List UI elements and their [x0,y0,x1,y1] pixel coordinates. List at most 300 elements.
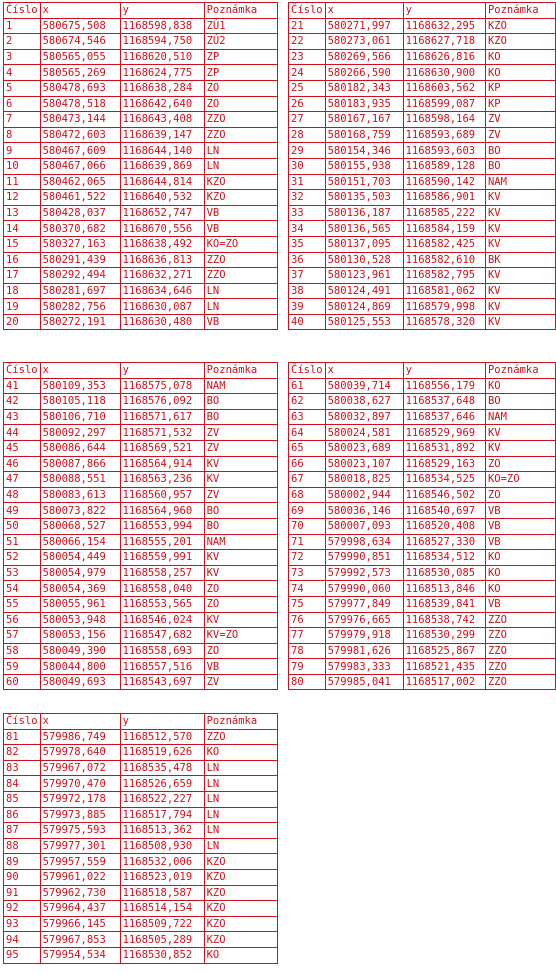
header-poznamka: Poznámka [204,714,277,730]
note-cell: BO [204,518,277,534]
point-number-cell: 87 [4,823,41,839]
y-coordinate-cell: 1168530,852 [120,947,204,963]
y-coordinate-cell: 1168632,271 [120,268,204,284]
table-row [289,314,556,330]
x-coordinate-cell: 580105,118 [40,394,120,410]
point-number-cell: 24 [289,65,326,81]
table-row [289,425,556,441]
x-coordinate-cell: 580478,693 [40,80,120,96]
point-number-cell: 57 [4,628,41,644]
header-cislo: Číslo [4,363,41,379]
y-coordinate-cell: 1168514,154 [120,901,204,917]
y-coordinate-cell: 1168553,994 [120,518,204,534]
note-cell: LN [204,807,277,823]
note-cell: KV [485,190,555,206]
note-cell: KZO [204,916,277,932]
table-row [4,807,278,823]
x-coordinate-cell: 580428,037 [40,205,120,221]
y-coordinate-cell: 1168512,570 [120,729,204,745]
note-cell: LN [204,823,277,839]
point-number-cell: 95 [4,947,41,963]
note-cell: VB [204,221,277,237]
y-coordinate-cell: 1168558,693 [120,643,204,659]
note-cell: ZP [204,65,277,81]
note-cell: ZV [204,487,277,503]
note-cell: KV=ZO [204,628,277,644]
note-cell: KO=ZO [485,472,555,488]
y-coordinate-cell: 1168559,991 [120,550,204,566]
header-poznamka: Poznámka [485,363,555,379]
note-cell: NAM [485,174,555,190]
table-row [4,96,278,112]
x-coordinate-cell: 579961,022 [40,869,120,885]
x-coordinate-cell: 580123,961 [325,268,403,284]
x-coordinate-cell: 580106,710 [40,409,120,425]
point-number-cell: 47 [4,472,41,488]
point-number-cell: 44 [4,425,41,441]
y-coordinate-cell: 1168527,330 [403,534,485,550]
table-row [289,456,556,472]
note-cell: VB [204,314,277,330]
point-number-cell: 18 [4,283,41,299]
point-number-cell: 63 [289,409,326,425]
header-x: x [40,714,120,730]
x-coordinate-cell: 580083,613 [40,487,120,503]
note-cell: BK [485,252,555,268]
y-coordinate-cell: 1168624,775 [120,65,204,81]
point-number-cell: 20 [4,314,41,330]
point-number-cell: 49 [4,503,41,519]
point-number-cell: 69 [289,503,326,519]
y-coordinate-cell: 1168540,697 [403,503,485,519]
table-row [4,409,278,425]
point-number-cell: 36 [289,252,326,268]
table-row [289,378,556,394]
x-coordinate-cell: 579985,041 [325,674,403,690]
x-coordinate-cell: 580151,703 [325,174,403,190]
table-row [289,581,556,597]
point-number-cell: 91 [4,885,41,901]
x-coordinate-cell: 580292,494 [40,268,120,284]
y-coordinate-cell: 1168594,750 [120,34,204,50]
point-number-cell: 39 [289,299,326,315]
point-number-cell: 78 [289,643,326,659]
note-cell: ZP [204,49,277,65]
table-row [289,596,556,612]
x-coordinate-cell: 580068,527 [40,518,120,534]
y-coordinate-cell: 1168599,087 [403,96,485,112]
note-cell: LN [204,143,277,159]
header-y: y [120,714,204,730]
x-coordinate-cell: 579975,593 [40,823,120,839]
y-coordinate-cell: 1168638,284 [120,80,204,96]
y-coordinate-cell: 1168518,587 [120,885,204,901]
x-coordinate-cell: 580461,522 [40,190,120,206]
x-coordinate-cell: 580054,979 [40,565,120,581]
note-cell: ZZO [204,112,277,128]
x-coordinate-cell: 580674,546 [40,34,120,50]
note-cell: VB [485,518,555,534]
note-cell: KO [204,947,277,963]
x-coordinate-cell: 580039,714 [325,378,403,394]
header-y: y [403,3,485,19]
x-coordinate-cell: 580565,269 [40,65,120,81]
y-coordinate-cell: 1168557,516 [120,659,204,675]
x-coordinate-cell: 579986,749 [40,729,120,745]
y-coordinate-cell: 1168537,648 [403,394,485,410]
table-row [4,643,278,659]
point-number-cell: 52 [4,550,41,566]
table-row [4,268,278,284]
x-coordinate-cell: 580087,866 [40,456,120,472]
y-coordinate-cell: 1168513,362 [120,823,204,839]
table-row [4,581,278,597]
header-poznamka: Poznámka [485,3,555,19]
note-cell: ZV [485,112,555,128]
point-number-cell: 9 [4,143,41,159]
y-coordinate-cell: 1168620,510 [120,49,204,65]
note-cell: ZZO [204,729,277,745]
point-number-cell: 28 [289,127,326,143]
x-coordinate-cell: 580473,144 [40,112,120,128]
point-number-cell: 66 [289,456,326,472]
note-cell: KP [485,80,555,96]
table-row [289,158,556,174]
y-coordinate-cell: 1168521,435 [403,659,485,675]
table-row [289,80,556,96]
note-cell: KZO [485,18,555,34]
table-row [289,472,556,488]
x-coordinate-cell: 580066,154 [40,534,120,550]
x-coordinate-cell: 580155,938 [325,158,403,174]
table-row [289,18,556,34]
y-coordinate-cell: 1168505,289 [120,932,204,948]
table-row [4,869,278,885]
header-x: x [325,363,403,379]
y-coordinate-cell: 1168531,892 [403,440,485,456]
table-row [4,534,278,550]
header-poznamka: Poznámka [204,363,277,379]
table-row [4,659,278,675]
point-number-cell: 75 [289,596,326,612]
table-row [289,283,556,299]
header-row [4,714,278,730]
y-coordinate-cell: 1168571,617 [120,409,204,425]
x-coordinate-cell: 580462,065 [40,174,120,190]
y-coordinate-cell: 1168630,087 [120,299,204,315]
y-coordinate-cell: 1168530,299 [403,628,485,644]
table-row [4,205,278,221]
point-number-cell: 26 [289,96,326,112]
x-coordinate-cell: 580136,187 [325,205,403,221]
header-y: y [120,363,204,379]
x-coordinate-cell: 579976,665 [325,612,403,628]
y-coordinate-cell: 1168582,610 [403,252,485,268]
point-number-cell: 5 [4,80,41,96]
y-coordinate-cell: 1168520,408 [403,518,485,534]
note-cell: KZO [204,174,277,190]
point-number-cell: 10 [4,158,41,174]
x-coordinate-cell: 579979,918 [325,628,403,644]
y-coordinate-cell: 1168539,841 [403,596,485,612]
table-row [289,518,556,534]
point-number-cell: 68 [289,487,326,503]
x-coordinate-cell: 580273,061 [325,34,403,50]
point-number-cell: 94 [4,932,41,948]
table-row [4,854,278,870]
y-coordinate-cell: 1168579,998 [403,299,485,315]
table-row [289,65,556,81]
table-row [4,314,278,330]
point-number-cell: 77 [289,628,326,644]
y-coordinate-cell: 1168529,969 [403,425,485,441]
table-row [4,565,278,581]
note-cell: VB [485,503,555,519]
point-number-cell: 23 [289,49,326,65]
table-row [4,112,278,128]
table-row [289,550,556,566]
table-row [4,49,278,65]
point-number-cell: 73 [289,565,326,581]
y-coordinate-cell: 1168598,838 [120,18,204,34]
x-coordinate-cell: 579992,573 [325,565,403,581]
x-coordinate-cell: 580049,693 [40,674,120,690]
y-coordinate-cell: 1168644,814 [120,174,204,190]
note-cell: KV [485,236,555,252]
note-cell: LN [204,158,277,174]
table-row [289,205,556,221]
y-coordinate-cell: 1168529,163 [403,456,485,472]
table-row [4,823,278,839]
table-row [4,760,278,776]
note-cell: VB [204,205,277,221]
y-coordinate-cell: 1168564,960 [120,503,204,519]
note-cell: ZV [204,425,277,441]
table-row [289,503,556,519]
table-row [4,283,278,299]
x-coordinate-cell: 580467,609 [40,143,120,159]
y-coordinate-cell: 1168569,521 [120,440,204,456]
x-coordinate-cell: 580055,961 [40,596,120,612]
table-row [4,190,278,206]
table-row [289,394,556,410]
note-cell: KZO [204,901,277,917]
table-row [4,127,278,143]
x-coordinate-cell: 580565,055 [40,49,120,65]
y-coordinate-cell: 1168522,227 [120,791,204,807]
note-cell: ZÚ2 [204,34,277,50]
x-coordinate-cell: 579990,851 [325,550,403,566]
y-coordinate-cell: 1168575,078 [120,378,204,394]
note-cell: VB [204,659,277,675]
point-number-cell: 58 [4,643,41,659]
point-number-cell: 19 [4,299,41,315]
note-cell: ZÚ1 [204,18,277,34]
x-coordinate-cell: 580281,697 [40,283,120,299]
point-number-cell: 54 [4,581,41,597]
table-row [4,901,278,917]
x-coordinate-cell: 580073,822 [40,503,120,519]
table-row [289,534,556,550]
point-number-cell: 3 [4,49,41,65]
table-row [289,143,556,159]
note-cell: ZZO [485,674,555,690]
x-coordinate-cell: 580136,565 [325,221,403,237]
x-coordinate-cell: 580266,590 [325,65,403,81]
point-number-cell: 76 [289,612,326,628]
y-coordinate-cell: 1168581,062 [403,283,485,299]
x-coordinate-cell: 580032,897 [325,409,403,425]
point-number-cell: 35 [289,236,326,252]
table-row [4,791,278,807]
y-coordinate-cell: 1168546,024 [120,612,204,628]
point-number-cell: 45 [4,440,41,456]
y-coordinate-cell: 1168523,019 [120,869,204,885]
y-coordinate-cell: 1168543,697 [120,674,204,690]
point-number-cell: 90 [4,869,41,885]
note-cell: KZO [204,854,277,870]
header-x: x [325,3,403,19]
x-coordinate-cell: 579983,333 [325,659,403,675]
note-cell: KZO [485,34,555,50]
note-cell: KV [485,283,555,299]
point-number-cell: 62 [289,394,326,410]
x-coordinate-cell: 579964,437 [40,901,120,917]
y-coordinate-cell: 1168555,201 [120,534,204,550]
point-number-cell: 64 [289,425,326,441]
y-coordinate-cell: 1168525,867 [403,643,485,659]
point-number-cell: 88 [4,838,41,854]
point-number-cell: 42 [4,394,41,410]
point-number-cell: 80 [289,674,326,690]
y-coordinate-cell: 1168571,532 [120,425,204,441]
point-number-cell: 65 [289,440,326,456]
x-coordinate-cell: 579967,072 [40,760,120,776]
y-coordinate-cell: 1168630,900 [403,65,485,81]
table-row [289,612,556,628]
table-row [289,112,556,128]
point-number-cell: 25 [289,80,326,96]
header-cislo: Číslo [289,3,326,19]
table-row [289,236,556,252]
note-cell: LN [204,776,277,792]
x-coordinate-cell: 580472,603 [40,127,120,143]
note-cell: KO [485,65,555,81]
point-number-cell: 27 [289,112,326,128]
note-cell: NAM [204,534,277,550]
point-number-cell: 55 [4,596,41,612]
table-row [4,503,278,519]
point-number-cell: 46 [4,456,41,472]
y-coordinate-cell: 1168534,512 [403,550,485,566]
point-number-cell: 33 [289,205,326,221]
note-cell: ZV [485,127,555,143]
y-coordinate-cell: 1168556,179 [403,378,485,394]
y-coordinate-cell: 1168532,006 [120,854,204,870]
table-row [4,158,278,174]
y-coordinate-cell: 1168564,914 [120,456,204,472]
y-coordinate-cell: 1168537,646 [403,409,485,425]
table-row [4,674,278,690]
table-row [4,612,278,628]
point-number-cell: 71 [289,534,326,550]
header-row [4,363,278,379]
point-number-cell: 82 [4,745,41,761]
y-coordinate-cell: 1168553,565 [120,596,204,612]
point-number-cell: 12 [4,190,41,206]
x-coordinate-cell: 580130,528 [325,252,403,268]
note-cell: VB [485,534,555,550]
y-coordinate-cell: 1168519,626 [120,745,204,761]
table-row [4,487,278,503]
x-coordinate-cell: 580182,343 [325,80,403,96]
y-coordinate-cell: 1168652,747 [120,205,204,221]
point-number-cell: 56 [4,612,41,628]
y-coordinate-cell: 1168526,659 [120,776,204,792]
point-number-cell: 41 [4,378,41,394]
point-number-cell: 67 [289,472,326,488]
table-row [4,550,278,566]
table-row [289,674,556,690]
note-cell: KO [485,378,555,394]
note-cell: KV [485,425,555,441]
table-row [289,565,556,581]
point-number-cell: 89 [4,854,41,870]
y-coordinate-cell: 1168593,603 [403,143,485,159]
point-number-cell: 59 [4,659,41,675]
x-coordinate-cell: 579957,559 [40,854,120,870]
y-coordinate-cell: 1168586,901 [403,190,485,206]
y-coordinate-cell: 1168643,408 [120,112,204,128]
note-cell: LN [204,791,277,807]
coordinates-table-1 [3,2,278,330]
note-cell: KZO [204,869,277,885]
x-coordinate-cell: 580086,644 [40,440,120,456]
y-coordinate-cell: 1168578,320 [403,314,485,330]
table-row [289,49,556,65]
note-cell: ZZO [485,628,555,644]
note-cell: BO [485,394,555,410]
table-row [4,885,278,901]
x-coordinate-cell: 579990,060 [325,581,403,597]
table-row [4,440,278,456]
y-coordinate-cell: 1168538,742 [403,612,485,628]
note-cell: KV [485,221,555,237]
header-cislo: Číslo [4,714,41,730]
y-coordinate-cell: 1168563,236 [120,472,204,488]
point-number-cell: 2 [4,34,41,50]
point-number-cell: 4 [4,65,41,81]
table-row [4,776,278,792]
point-number-cell: 32 [289,190,326,206]
x-coordinate-cell: 580018,825 [325,472,403,488]
y-coordinate-cell: 1168534,525 [403,472,485,488]
x-coordinate-cell: 580109,353 [40,378,120,394]
point-number-cell: 81 [4,729,41,745]
note-cell: KV [204,550,277,566]
point-number-cell: 51 [4,534,41,550]
note-cell: ZZO [485,643,555,659]
note-cell: KP [485,96,555,112]
note-cell: BO [485,158,555,174]
table-row [289,659,556,675]
note-cell: ZO [204,80,277,96]
point-number-cell: 31 [289,174,326,190]
y-coordinate-cell: 1168547,682 [120,628,204,644]
y-coordinate-cell: 1168640,532 [120,190,204,206]
y-coordinate-cell: 1168644,140 [120,143,204,159]
x-coordinate-cell: 580183,935 [325,96,403,112]
